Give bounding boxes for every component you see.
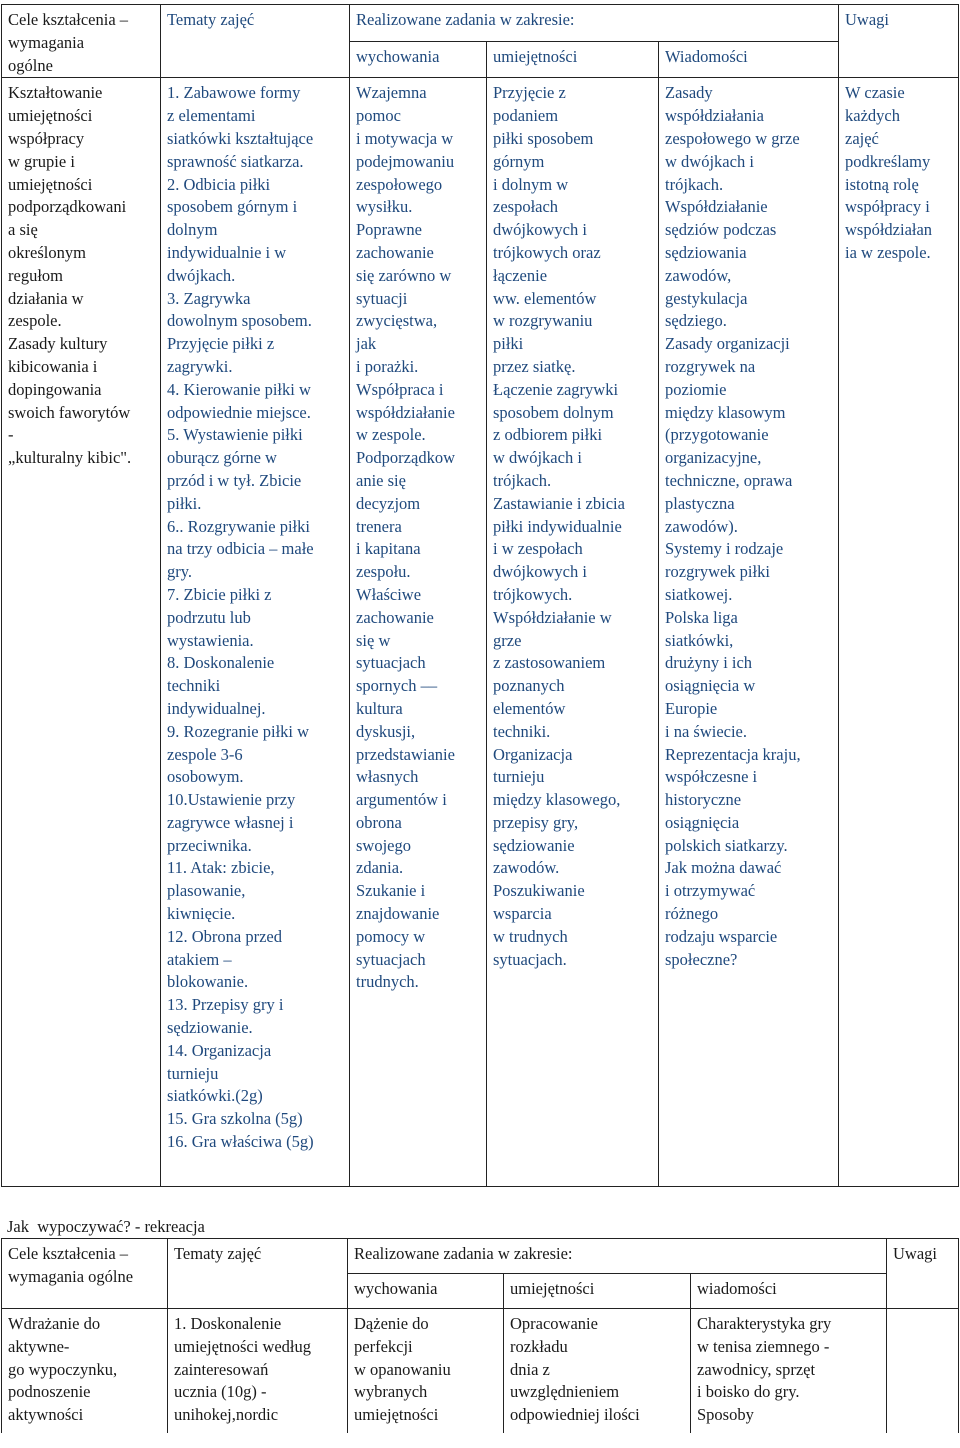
cell-cele: Kształtowanie umiejętności współpracy w grupie i umiejętności podporządkowani a się określonym regułom działania w zespole. Zasady kultury kibicowania i dopingowania swoich faworytów - „kulturalny kibic". — [2, 78, 161, 1187]
cell-cele: Wdrażanie do aktywne- go wypoczynku, podnoszenie aktywności — [2, 1309, 168, 1434]
cell-tematy: 1. Doskonalenie umiejętności według zainteresowań ucznia (10g) - unihokej,nordic — [168, 1309, 348, 1434]
subheader-wychowania: wychowania — [348, 1274, 504, 1309]
cell-wiadomosci: Zasady współdziałania zespołowego w grze w dwójkach i trójkach. Współdziałanie sędziów podczas sędziowania zawodów, gestykulacja sędziego. Zasady organizacji rozgrywek na poziomie między klasowym (przygotowanie organizacyjne, techniczne, oprawa plastyczna zawodów). Systemy i rodzaje rozgrywek piłki siatkowej. Polska liga siatkówki, drużyny i ich osiągnięcia w Europie i na świecie. Reprezentacja kraju, współczesne i historyczne osiągnięcia polskich siatkarzy. Jak można dawać i otrzymywać różnego rodzaju wsparcie społeczne? — [659, 78, 839, 1187]
subheader-wiadomosci: Wiadomości — [659, 41, 839, 78]
subheader-umiejetnosci: umiejętności — [487, 41, 659, 78]
cell-tematy: 1. Zabawowe formy z elementami siatkówki kształtujące sprawność siatkarza. 2. Odbicia piłki sposobem górnym i dolnym indywidualnie i w dwójkach. 3. Zagrywka dowolnym sposobem. Przyjęcie piłki z zagrywki. 4. Kierowanie piłki w odpowiednie miejsce. 5. Wystawienie piłki oburącz górne w przód i w tył. Zbicie piłki. 6.. Rozgrywanie piłki na trzy odbicia – małe gry. 7. Zbicie piłki z podrzutu lub wystawienia. 8. Doskonalenie techniki indywidualnej. 9. Rozegranie piłki w zespole 3-6 osobowym. 10.Ustawienie przy zagrywce własnej i przeciwnika. 11. Atak: zbicie, plasowanie, kiwnięcie. 12. Obrona przed atakiem – blokowanie. 13. Przepisy gry i sędziowanie. 14. Organizacja turnieju siatkówki.(2g) 15. Gra szkolna (5g) 16. Gra właściwa (5g) — [161, 78, 350, 1187]
header-tematy: Tematy zajęć — [168, 1239, 348, 1309]
curriculum-table-volleyball — [1, 4, 959, 1187]
subheader-umiejetnosci: umiejętności — [504, 1274, 691, 1309]
header-uwagi: Uwagi — [887, 1239, 959, 1309]
header-realizowane: Realizowane zadania w zakresie: — [348, 1239, 887, 1274]
cell-wychowania: Dążenie do perfekcji w opanowaniu wybranych umiejętności — [348, 1309, 504, 1434]
header-tematy: Tematy zajęć — [161, 5, 350, 78]
section-title-rekreacja: Jak wypoczywać? - rekreacja — [7, 1217, 205, 1236]
header-realizowane: Realizowane zadania w zakresie: — [350, 5, 839, 42]
cell-uwagi: W czasie każdych zajęć podkreślamy istotną rolę współpracy i współdziałan ia w zespole. — [839, 78, 959, 1187]
header-cele: Cele kształcenia – wymagania ogólne — [2, 1239, 168, 1309]
cell-wychowania: Wzajemna pomoc i motywacja w podejmowaniu zespołowego wysiłku. Poprawne zachowanie się zarówno w sytuacji zwycięstwa, jak i porażki. Współpraca i współdziałanie w zespole. Podporządkow anie się decyzjom trenera i kapitana zespołu. Właściwe zachowanie się w sytuacjach spornych –– kultura dyskusji, przedstawianie własnych argumentów i obrona swojego zdania. Szukanie i znajdowanie pomocy w sytuacjach trudnych. — [350, 78, 487, 1187]
cell-umiejetnosci: Opracowanie rozkładu dnia z uwzględnieniem odpowiedniej ilości — [504, 1309, 691, 1434]
header-cele: Cele kształcenia – wymagania ogólne — [2, 5, 161, 78]
curriculum-table-rekreacja — [1, 1238, 959, 1433]
subheader-wychowania: wychowania — [350, 41, 487, 78]
cell-umiejetnosci: Przyjęcie z podaniem piłki sposobem górnym i dolnym w zespołach dwójkowych i trójkowych oraz łączenie ww. elementów w rozgrywaniu piłki przez siatkę. Łączenie zagrywki sposobem dolnym z odbiorem piłki w dwójkach i trójkach. Zastawianie i zbicia piłki indywidualnie i w zespołach dwójkowych i trójkowych. Współdziałanie w grze z zastosowaniem poznanych elementów techniki. Organizacja turnieju między klasowego, przepisy gry, sędziowanie zawodów. Poszukiwanie wsparcia w trudnych sytuacjach. — [487, 78, 659, 1187]
header-uwagi: Uwagi — [839, 5, 959, 78]
subheader-wiadomosci: wiadomości — [691, 1274, 887, 1309]
cell-wiadomosci: Charakterystyka gry w tenisa ziemnego - zawodnicy, sprzęt i boisko do gry. Sposoby — [691, 1309, 887, 1434]
cell-uwagi — [887, 1309, 959, 1434]
